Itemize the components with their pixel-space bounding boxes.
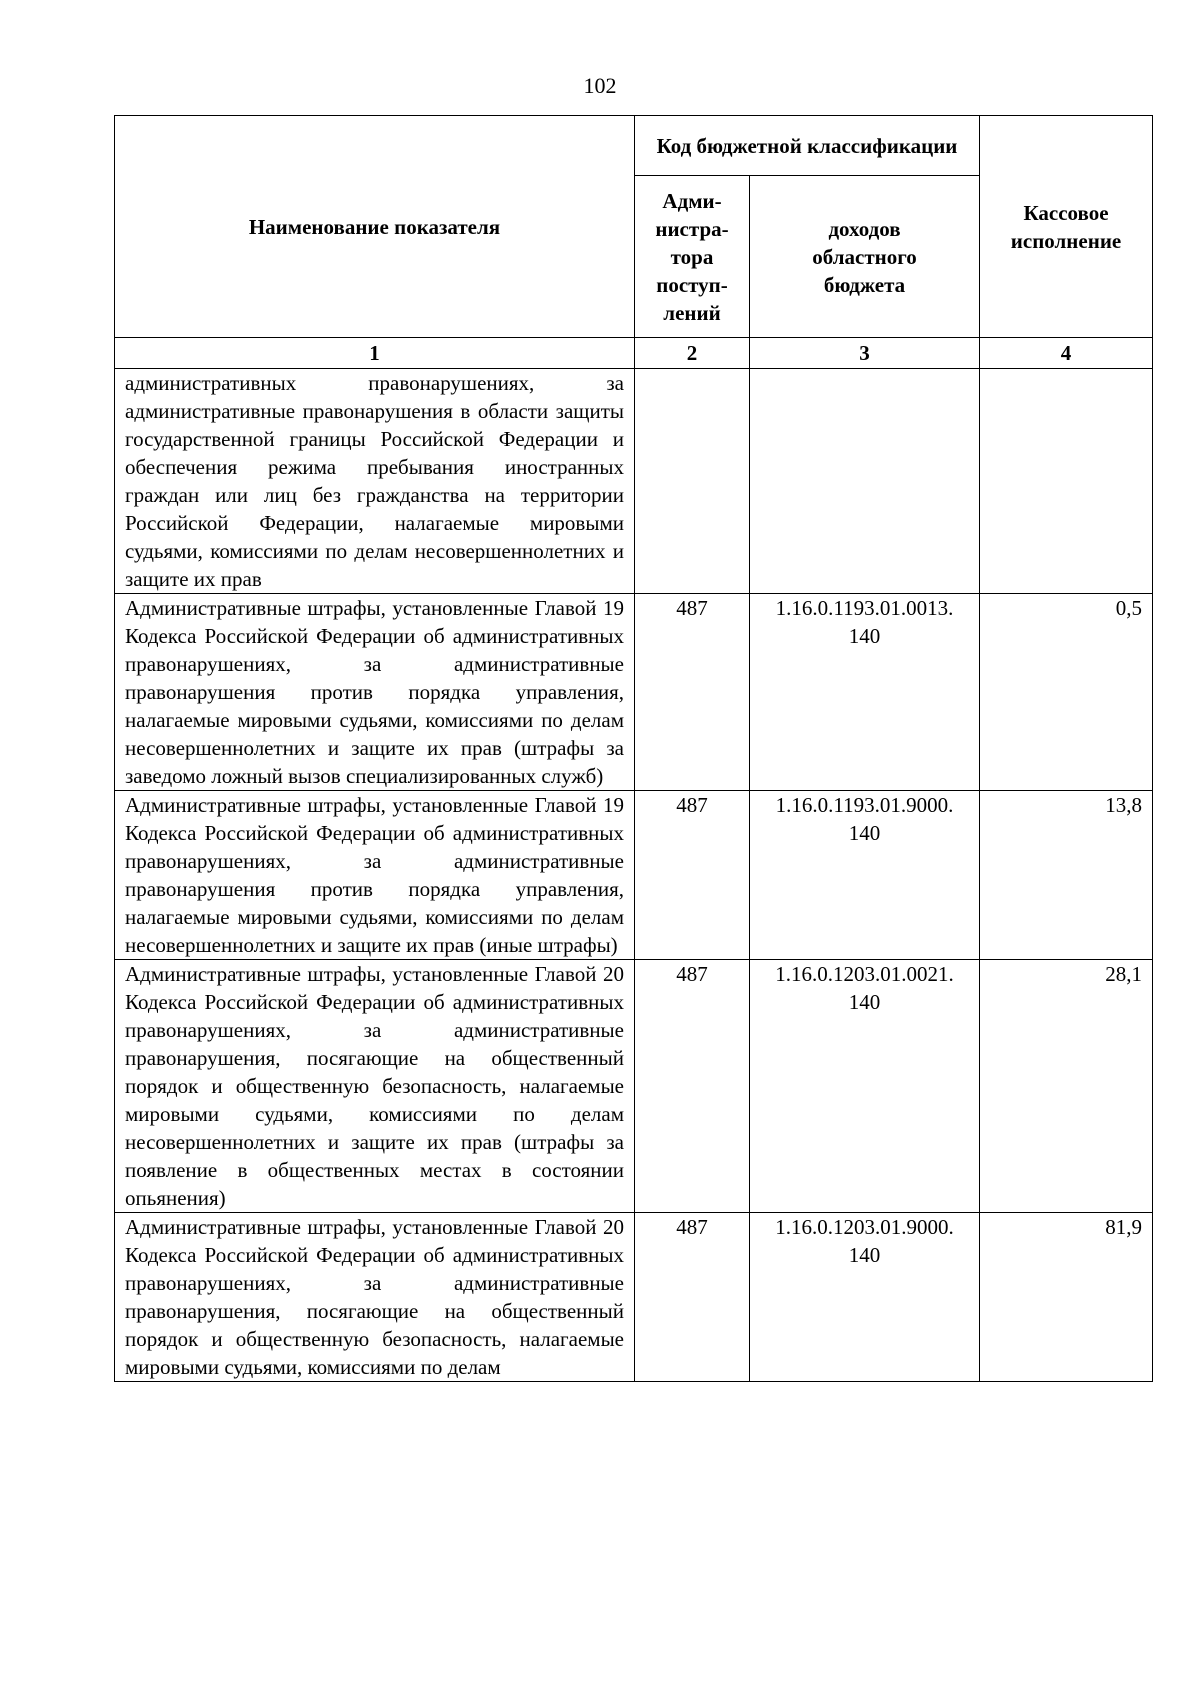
column-number-3: 3 [750, 338, 980, 369]
row-name: Административные штрафы, установленные Главой 19 Кодекса Российской Федерации об административных правонарушениях, за административные правонарушения против порядка управления, налагаемые мировыми судьями, комиссиями по делам несовершеннолетних и защите их прав (иные штрафы) [115, 791, 635, 960]
row-admin-code: 487 [635, 594, 750, 791]
row-amount [980, 369, 1153, 594]
row-admin-code: 487 [635, 1213, 750, 1382]
header-name: Наименование показателя [115, 116, 635, 338]
column-number-4: 4 [980, 338, 1153, 369]
column-number-1: 1 [115, 338, 635, 369]
column-number-2: 2 [635, 338, 750, 369]
table-row [115, 369, 1153, 594]
table-row [115, 594, 1153, 791]
budget-table [114, 115, 1153, 1382]
row-income-code: 1.16.0.1203.01.0021. 140 [750, 960, 980, 1213]
page-number: 102 [583, 73, 617, 98]
table-row [115, 1213, 1153, 1382]
row-admin-code [635, 369, 750, 594]
table-row [115, 791, 1153, 960]
row-name: Административные штрафы, установленные Главой 20 Кодекса Российской Федерации об административных правонарушениях, за административные правонарушения, посягающие на общественный порядок и общественную безопасность, налагаемые мировыми судьями, комиссиями по делам [115, 1213, 635, 1382]
table-row [115, 960, 1153, 1213]
header-administrator: Адми-нистра-тора поступ-лений [635, 176, 750, 338]
row-income-code: 1.16.0.1193.01.9000. 140 [750, 791, 980, 960]
row-name: Административные штрафы, установленные Главой 19 Кодекса Российской Федерации об административных правонарушениях, за административные правонарушения против порядка управления, налагаемые мировыми судьями, комиссиями по делам несовершеннолетних и защите их прав (штрафы за заведомо ложный вызов специализированных служб) [115, 594, 635, 791]
header-regional-income: доходов областного бюджета [750, 176, 980, 338]
row-admin-code: 487 [635, 791, 750, 960]
row-admin-code: 487 [635, 960, 750, 1213]
row-income-code: 1.16.0.1193.01.0013. 140 [750, 594, 980, 791]
row-income-code [750, 369, 980, 594]
header-cash-execution: Кассовое исполнение [980, 116, 1153, 338]
row-amount: 13,8 [980, 791, 1153, 960]
row-amount: 0,5 [980, 594, 1153, 791]
row-amount: 28,1 [980, 960, 1153, 1213]
header-classification-code: Код бюджетной классификации [635, 116, 980, 176]
row-amount: 81,9 [980, 1213, 1153, 1382]
row-income-code: 1.16.0.1203.01.9000. 140 [750, 1213, 980, 1382]
row-name: Административные штрафы, установленные Главой 20 Кодекса Российской Федерации об административных правонарушениях, за административные правонарушения, посягающие на общественный порядок и общественную безопасность, налагаемые мировыми судьями, комиссиями по делам несовершеннолетних и защите их прав (штрафы за появление в общественных местах в состоянии опьянения) [115, 960, 635, 1213]
row-name: административных правонарушениях, за административные правонарушения в области защиты государственной границы Российской Федерации и обеспечения режима пребывания иностранных граждан или лиц без гражданства на территории Российской Федерации, налагаемые мировыми судьями, комиссиями по делам несовершеннолетних и защите их прав [115, 369, 635, 594]
